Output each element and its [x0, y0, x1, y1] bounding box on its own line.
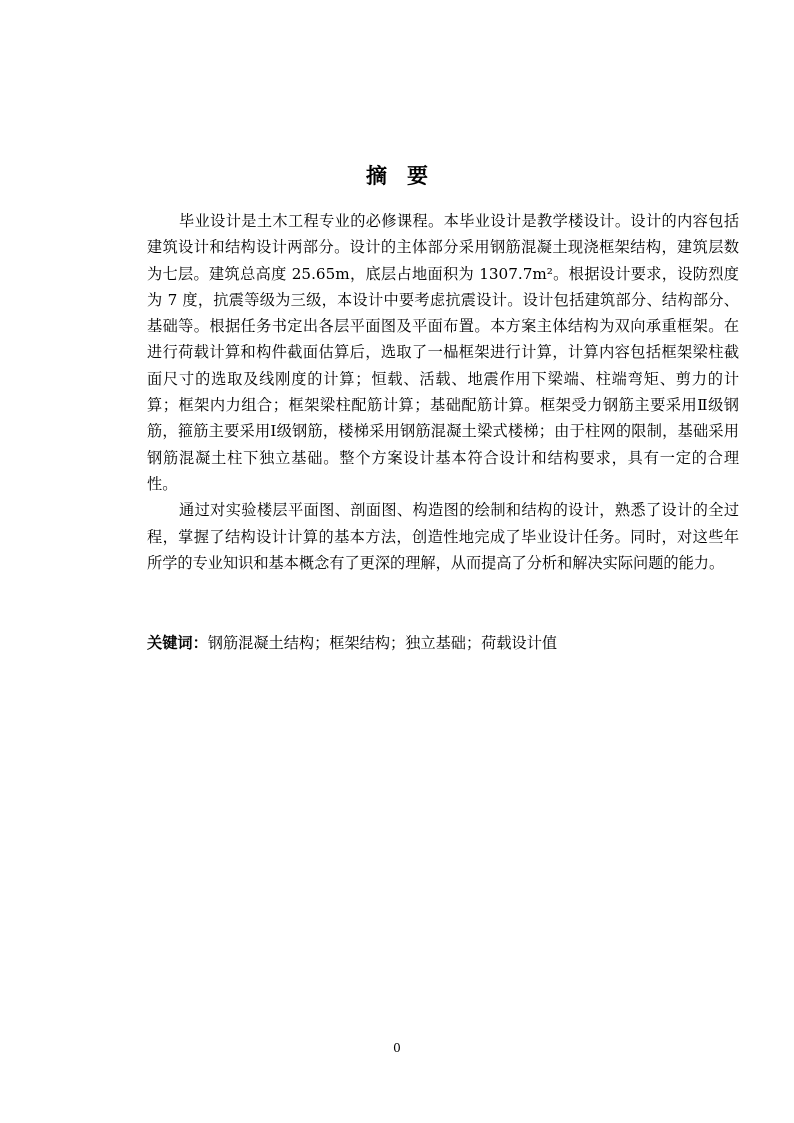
abstract-paragraph-1: 毕业设计是土木工程专业的必修课程。本毕业设计是教学楼设计。设计的内容包括建筑设计和结构设计两部分。设计的主体部分采用钢筋混凝土现浇框架结构，建筑层数为七层。建筑总高度 25.65m，底层占地面积为 1307.7m²。根据设计要求，设防烈度为 7 度，抗震等级为三级，本设计中要考虑抗震设计。设计包括建筑部分、结构部分、基础等。根据任务书定出各层平面图及平面布置。本方案主体结构为双向承重框架。在进行荷载计算和构件截面估算后，选取了一榀框架进行计算，计算内容包括框架梁柱截面尺寸的选取及线刚度的计算；恒载、活载、地震作用下梁端、柱端弯矩、剪力的计算；框架内力组合；框架梁柱配筋计算；基础配筋计算。框架受力钢筋主要采用Ⅱ级钢筋，箍筋主要采用Ⅰ级钢筋，楼梯采用钢筋混凝土梁式楼梯；由于柱网的限制，基础采用钢筋混凝土柱下独立基础。整个方案设计基本符合设计和结构要求，具有一定的合理性。 — [147, 212, 739, 493]
keywords-label: 关键词： — [147, 634, 208, 652]
keywords-line — [147, 630, 739, 656]
abstract-body — [147, 208, 739, 576]
abstract-paragraph-2: 通过对实验楼层平面图、剖面图、构造图的绘制和结构的设计，熟悉了设计的全过程，掌握了结构设计计算的基本方法，创造性地完成了毕业设计任务。同时，对这些年所学的专业知识和基本概念有了更深的理解，从而提高了分析和解决实际问题的能力。 — [147, 501, 739, 572]
page-number: 0 — [393, 1041, 401, 1055]
keywords-text: 钢筋混凝土结构；框架结构；独立基础；荷载设计值 — [207, 634, 558, 652]
abstract-title: 摘要 — [366, 164, 448, 188]
